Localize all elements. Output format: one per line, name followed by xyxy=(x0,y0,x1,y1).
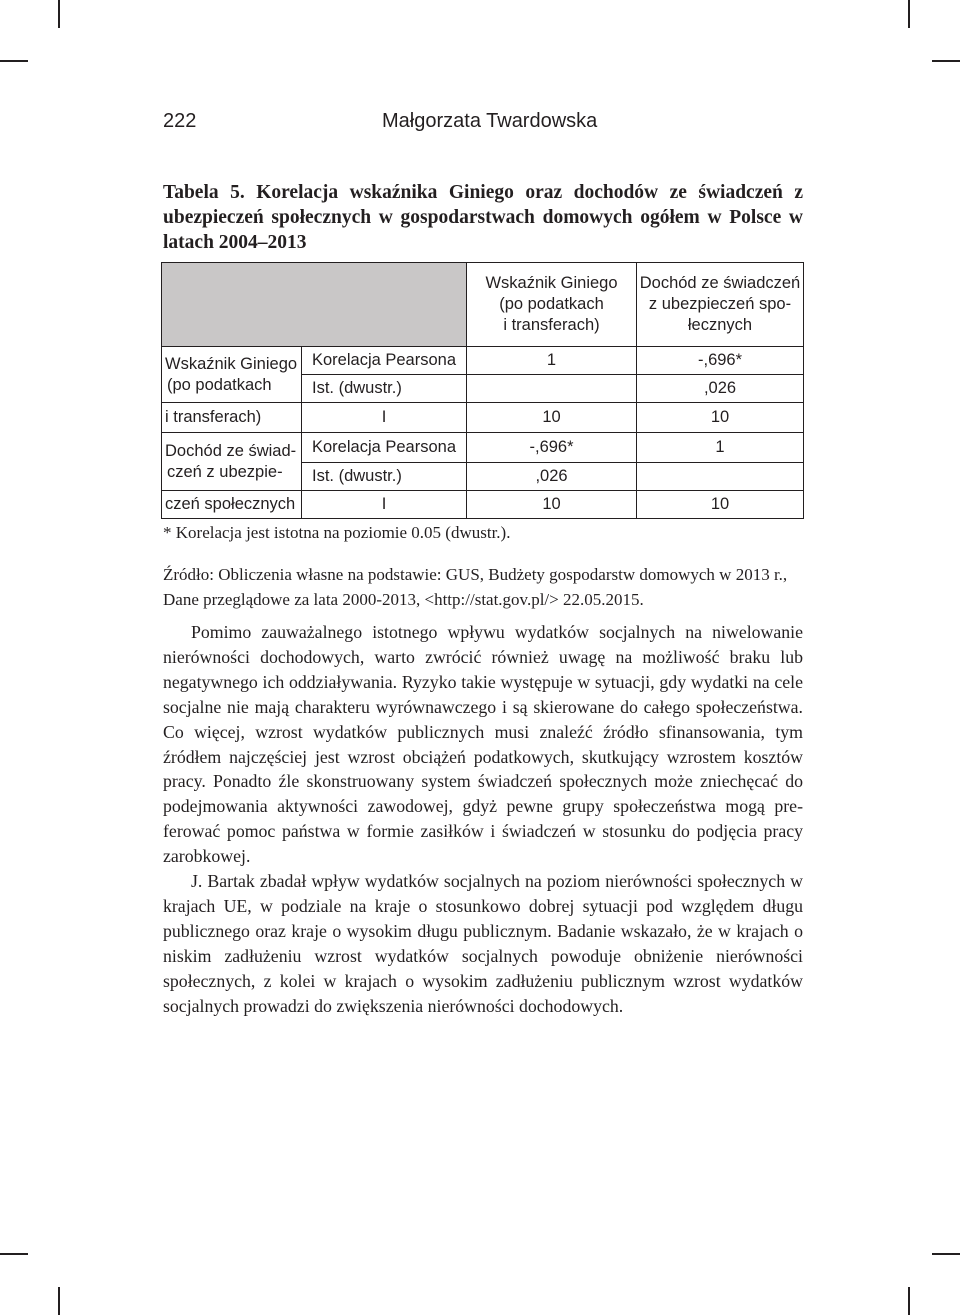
crop-mark-bottom-right xyxy=(908,1287,910,1315)
value-cell xyxy=(467,375,637,403)
crop-mark-right-upper xyxy=(932,60,960,62)
value-cell: 10 xyxy=(637,403,804,433)
paragraph: J. Bartak zbadał wpływ wydatków socjalnych na poziom nierówności społecznych w krajach UE, w podziale na kraje o stosunkowo dobrej sytuacji pod względem długu publicznego oraz kraje o wysokim długu publicznym. Badanie wskazało, że w krajach o niskim zadłużeniu wzrost wydatków socjalnych powoduje obniżenie nierówności społecznych, z kolei w krajach o wysokim zadłużeniu publicznym wzrost wydatków socjalnych prowadzi do zwiększenia nierówności dochodowych. xyxy=(163,871,803,1016)
crop-mark-top-left xyxy=(58,0,60,28)
value-cell: 1 xyxy=(637,433,804,463)
paragraph: Pomimo zauważalnego istotnego wpływu wydatków socjalnych na niwelowanie nierówności dochodowych, warto zwrócić również uwagę na możliwość braku lub negatywnego ich oddziaływania. Ryzyko takie występuje w sytuacji, gdy wydatki na cele socjalne nie mają charakteru wyrównawczego i są skierowane do całego społeczeństwa. Co więcej, wzrost wydatków publicznych musi znaleźć źródło sfinansowania, tym źródłem najczęściej jest wzrost obciążeń podatkowych, skutkujący wzrostem kosztów pracy. Ponadto źle skonstruowany system świadczeń społecznych może zniechęcać do podejmowania aktywności zawodowej, gdyż pewne grupy społeczeństwa mogą preferować pomoc państwa w formie zasiłków i świadczeń w stosunku do podjęcia pracy zarobkowej. xyxy=(163,622,803,867)
crop-mark-top-right xyxy=(908,0,910,28)
table-row xyxy=(162,403,804,433)
stat-label: Ist. (dwustr.) xyxy=(302,463,467,491)
stat-label: Korelacja Pearsona xyxy=(302,433,467,463)
table-note: * Korelacja jest istotna na poziomie 0.05 (dwustr.). xyxy=(163,523,511,542)
crop-mark-right-lower xyxy=(932,1253,960,1255)
value-cell: ,026 xyxy=(467,463,637,491)
value-cell: -,696* xyxy=(637,347,804,375)
stat-label: Korelacja Pearsona xyxy=(302,347,467,375)
value-cell: ,026 xyxy=(637,375,804,403)
table-row xyxy=(162,491,804,519)
col-header-gini: Wskaźnik Giniego (po podatkach i transferach) xyxy=(467,263,637,347)
page-number: 222 xyxy=(163,110,197,132)
header-empty-cell xyxy=(162,263,467,347)
value-cell: 10 xyxy=(467,491,637,519)
table-caption: Tabela 5. Korelacja wskaźnika Giniego oraz dochodów ze świadczeń z ubezpieczeń społecznych w gospodarstwach domowych ogółem w Polsce w latach 2004–2013 xyxy=(163,182,803,253)
table-header-row xyxy=(162,263,804,347)
running-header-author: Małgorzata Twardowska xyxy=(382,110,598,132)
row-header-income-cont: czeń społecznych xyxy=(162,491,302,519)
crop-mark-left-lower xyxy=(0,1253,28,1255)
value-cell: 10 xyxy=(637,491,804,519)
row-header-gini: Wskaźnik Giniego (po podatkach xyxy=(162,347,302,403)
value-cell: 1 xyxy=(467,347,637,375)
crop-mark-left-upper xyxy=(0,60,28,62)
table-row xyxy=(162,433,804,463)
stat-label: I xyxy=(302,491,467,519)
table-source: Źródło: Obliczenia własne na podstawie: GUS, Budżety gospodarstw domowych w 2013 r., Dane przeglądowe za lata 2000-2013, <http://stat.gov.pl/> 22.05.2015. xyxy=(163,565,788,609)
body-text xyxy=(163,620,803,1019)
table-row xyxy=(162,347,804,375)
correlation-table xyxy=(161,262,804,519)
value-cell: -,696* xyxy=(467,433,637,463)
col-header-income: Dochód ze świadczeń z ubezpieczeń spo- łecznych xyxy=(637,263,804,347)
stat-label: Ist. (dwustr.) xyxy=(302,375,467,403)
stat-label: I xyxy=(302,403,467,433)
crop-mark-bottom-left xyxy=(58,1287,60,1315)
value-cell: 10 xyxy=(467,403,637,433)
row-header-income: Dochód ze świad- czeń z ubezpie- xyxy=(162,433,302,491)
value-cell xyxy=(637,463,804,491)
row-header-gini-cont: i transferach) xyxy=(162,403,302,433)
